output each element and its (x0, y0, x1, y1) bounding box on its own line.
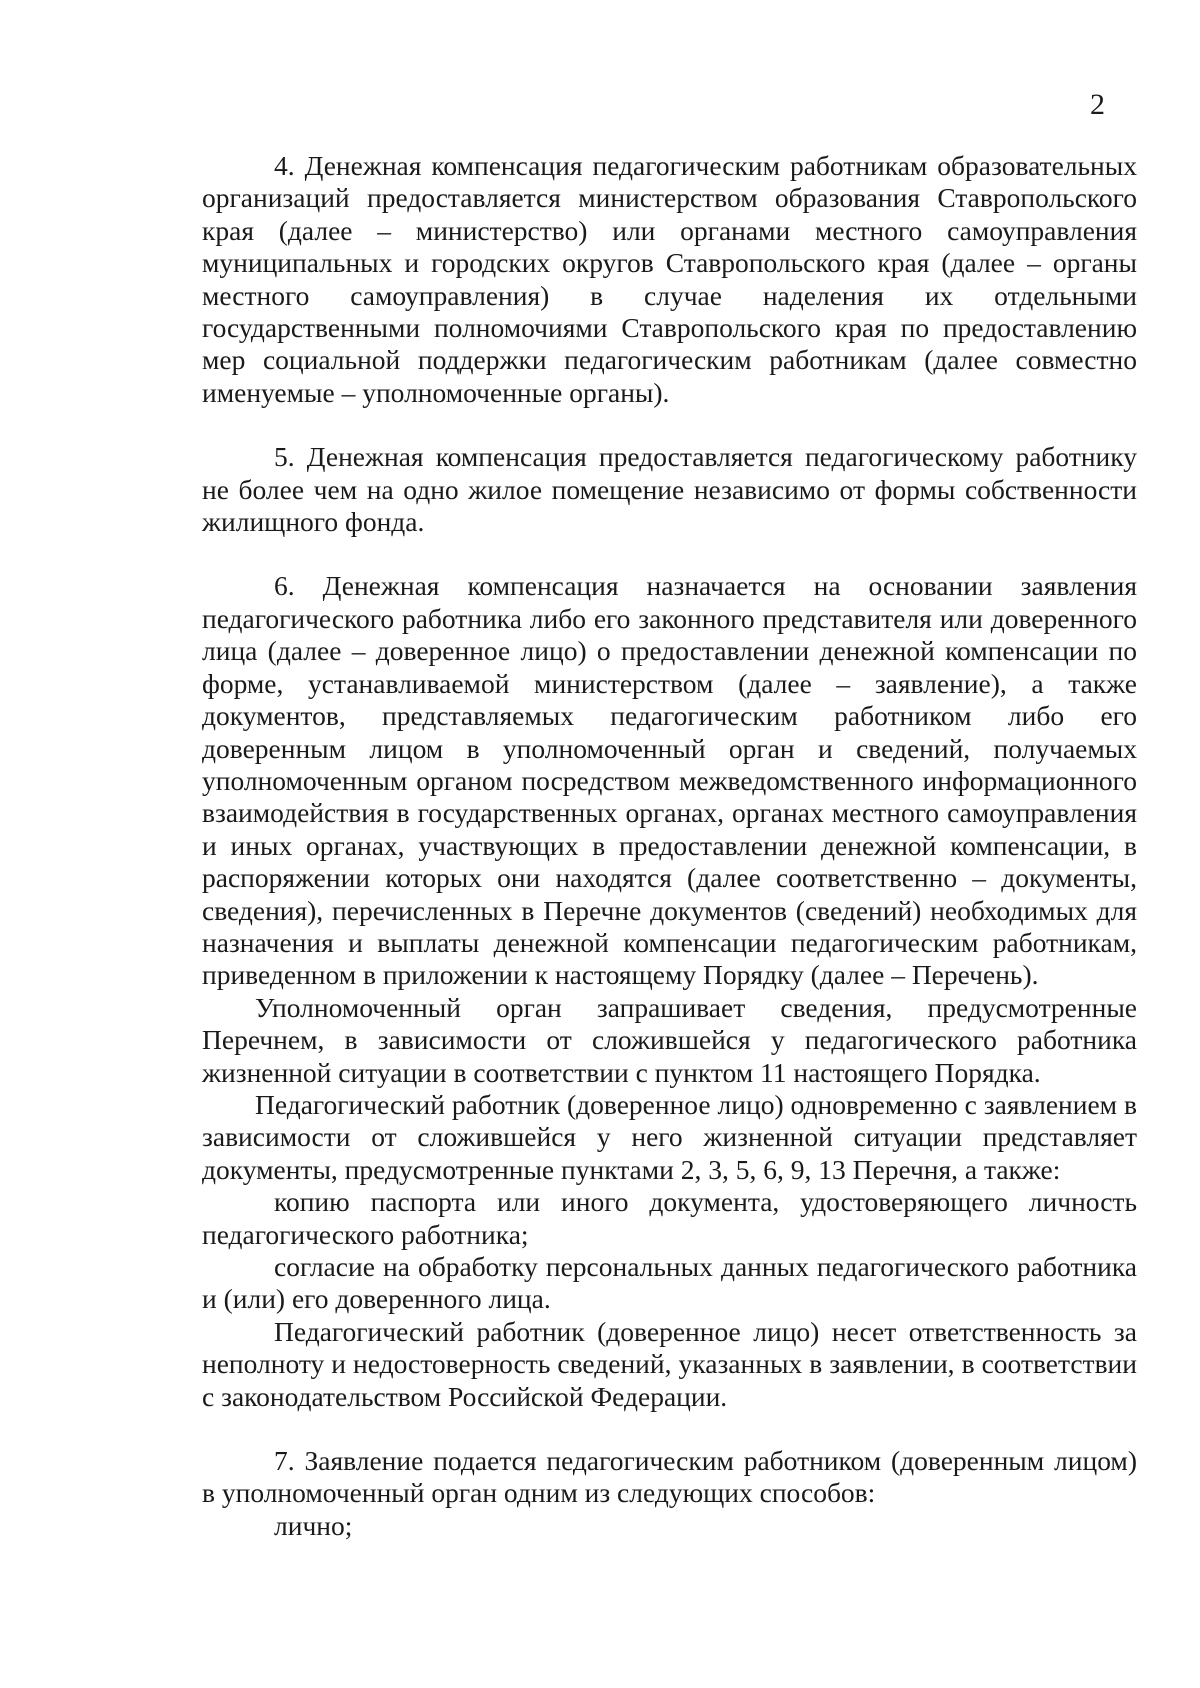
document-body (202, 150, 1137, 1542)
paragraph-6-list-item-1: копию паспорта или иного документа, удостоверяющего личность педагогического работника; (202, 1186, 1137, 1250)
page-number: 2 (1090, 88, 1105, 121)
paragraph-6-list-item-2: согласие на обработку персональных данных педагогического работника и (или) его доверенного лица. (202, 1251, 1137, 1315)
paragraph-5: 5. Денежная компенсация предоставляется педагогическому работнику не более чем на одно жилое помещение независимо от формы собственности жилищного фонда. (202, 441, 1137, 538)
paragraph-6-sub-3: Педагогический работник (доверенное лицо) несет ответственность за неполноту и недостоверность сведений, указанных в заявлении, в соответствии с законодательством Российской Федерации. (202, 1315, 1137, 1412)
paragraph-4: 4. Денежная компенсация педагогическим работникам образовательных организаций предоставляется министерством образования Ставропольского края (далее – министерство) или органами местного самоуправления муниципальных и городских округов Ставропольского края (далее – органы местного самоуправления) в случае наделения их отдельными государственными полномочиями Ставропольского края по предоставлению мер социальной поддержки педагогическим работникам (далее совместно именуемые – уполномоченные органы). (202, 150, 1137, 408)
paragraph-7: 7. Заявление подается педагогическим работником (доверенным лицом) в уполномоченный орган одним из следующих способов: (202, 1445, 1137, 1509)
paragraph-7-list-item-1: лично; (274, 1509, 353, 1541)
paragraph-6-sub-1: Уполномоченный орган запрашивает сведения, предусмотренные Перечнем, в зависимости от сложившейся у педагогического работника жизненной ситуации в соответствии с пунктом 11 настоящего Порядка. (202, 991, 1137, 1088)
paragraph-6-sub-2: Педагогический работник (доверенное лицо) одновременно с заявлением в зависимости от сложившейся у него жизненной ситуации представляет документы, предусмотренные пунктами 2, 3, 5, 6, 9, 13 Перечня, а также: (202, 1088, 1137, 1185)
paragraph-6: 6. Денежная компенсация назначается на основании заявления педагогического работника либо его законного представителя или доверенного лица (далее – доверенное лицо) о предоставлении денежной компенсации по форме, устанавливаемой министерством (далее – заявление), а также документов, представляемых педагогическим работником либо его доверенным лицом в уполномоченный орган и сведений, получаемых уполномоченным органом посредством межведомственного информационного взаимодействия в государственных органах, органах местного самоуправления и иных органах, участвующих в предоставлении денежной компенсации, в распоряжении которых они находятся (далее соответственно – документы, сведения), перечисленных в Перечне документов (сведений) необходимых для назначения и выплаты денежной компенсации педагогическим работникам, приведенном в приложении к настоящему Порядку (далее – Перечень). (202, 570, 1137, 991)
